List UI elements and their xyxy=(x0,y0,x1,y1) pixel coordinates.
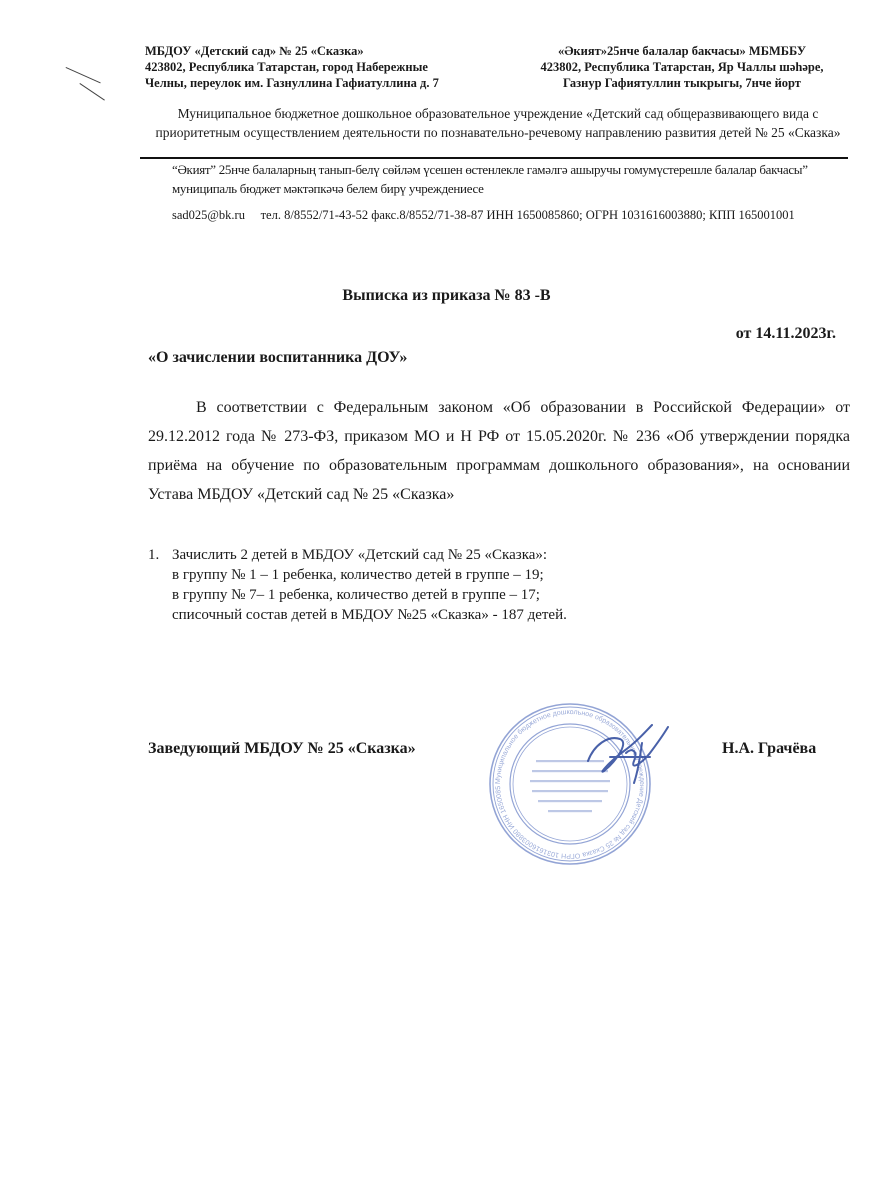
header-left xyxy=(145,43,439,91)
signer-position: Заведующий МБДОУ № 25 «Сказка» xyxy=(148,740,416,757)
document-title: Выписка из приказа № 83 -В xyxy=(342,287,551,304)
list-item xyxy=(148,545,567,565)
list-item-text: Зачислить 2 детей в МБДОУ «Детский сад № 25 «Сказка»: xyxy=(172,547,548,563)
contacts-line xyxy=(172,208,795,223)
org-full-name-tatar: “Әкият” 25нче балаларның танып-белү сөйләм үсешен өстенлекле гамәлгә ашыручы гомумүстерешле балалар бакчасы” муниципаль бюджет мәктәпкәчә белем бирү учреждениесе xyxy=(172,162,808,196)
header-left-line2: 423802, Республика Татарстан, город Набережные xyxy=(145,60,428,74)
preamble-paragraph xyxy=(148,393,850,509)
header-right xyxy=(522,43,842,91)
org-full-name: Муниципальное бюджетное дошкольное образовательное учреждение «Детский сад общеразвивающего вида с приоритетным осуществлением деятельности по познавательно-речевому направлению развития детей № 25 «Сказка» xyxy=(155,106,841,140)
scan-mark xyxy=(79,83,104,101)
handwritten-signature xyxy=(580,717,676,787)
list-subitem: в группу № 7– 1 ребенка, количество детей в группе – 17; xyxy=(172,587,540,603)
signer-name: Н.А. Грачёва xyxy=(722,740,817,757)
document-date: от 14.11.2023г. xyxy=(735,325,836,342)
contact-details: тел. 8/8552/71-43-52 факс.8/8552/71-38-87 ИНН 1650085860; ОГРН 1031616003880; КПП 165001001 xyxy=(260,208,795,222)
document-subject: «О зачислении воспитанника ДОУ» xyxy=(148,349,408,366)
header-left-line1: МБДОУ «Детский сад» № 25 «Сказка» xyxy=(145,44,364,58)
preamble-text: В соответствии с Федеральным законом «Об образовании в Российской Федерации» от 29.12.2012 года № 273-ФЗ, приказом МО и Н РФ от 15.05.2020г. № 236 «Об утверждении порядка приёма на обучение по образовательным программам дошкольного образования», на основании Устава МБДОУ «Детский сад № 25 «Сказка» xyxy=(148,399,850,503)
list-subitem: в группу № 1 – 1 ребенка, количество детей в группе – 19; xyxy=(172,567,544,583)
header-left-line3: Челны, переулок им. Газнуллина Гафиатуллина д. 7 xyxy=(145,76,439,90)
email-link[interactable]: sad025@bk.ru xyxy=(172,208,245,222)
header-right-line1: «Әкият»25нче балалар бакчасы» МБМББУ xyxy=(557,44,807,58)
stamp-ring-text: Муниципальное бюджетное дошкольное образовательное учреждение Детский сад № 25 Сказка ОГРН 1031616003880 ИНН 1650085 xyxy=(494,708,646,860)
order-items xyxy=(148,545,567,625)
header-right-line2: 423802, Республика Татарстан, Яр Чаллы шәһәре, xyxy=(540,60,824,74)
scan-mark xyxy=(66,67,101,83)
header-divider xyxy=(140,157,848,159)
header-right-line3: Газнур Гафиятуллин тыкрыгы, 7нче йорт xyxy=(563,76,801,90)
list-subitem: списочный состав детей в МБДОУ №25 «Сказка» - 187 детей. xyxy=(172,607,567,623)
list-item-number: 1. xyxy=(148,547,160,563)
